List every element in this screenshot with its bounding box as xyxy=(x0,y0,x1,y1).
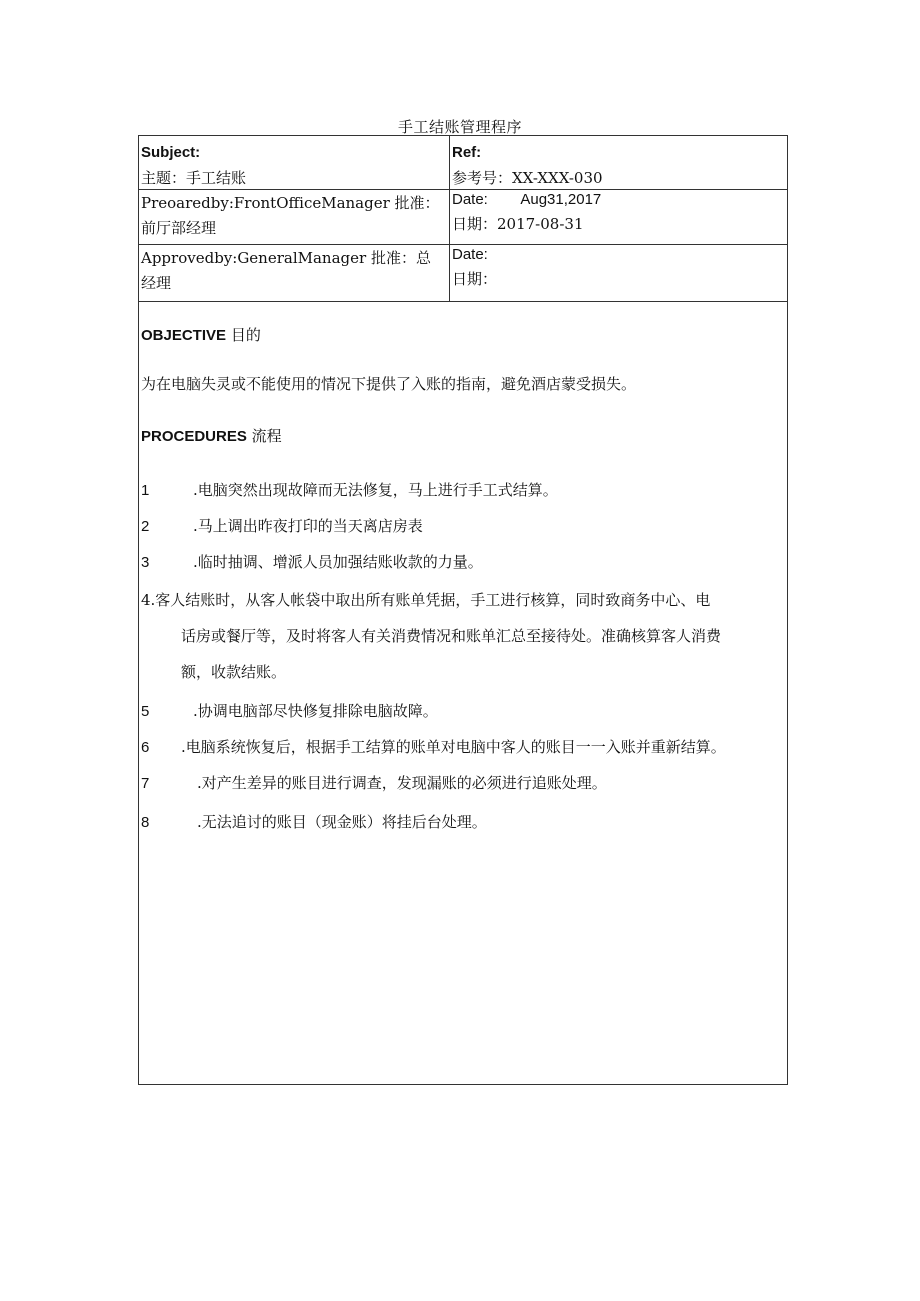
ref-label: Ref: xyxy=(452,144,482,161)
approval-date-value: 日期： xyxy=(452,270,498,288)
list-item xyxy=(141,810,487,835)
item-number: 5 xyxy=(141,703,150,720)
prepared-by-title: 前厅部经理 xyxy=(141,219,217,237)
item-text: .对产生差异的账目进行调查，发现漏账的必须进行追账处理。 xyxy=(197,774,607,792)
list-item xyxy=(141,478,558,503)
item-text-line: 额，收款结账。 xyxy=(181,663,287,681)
procedures-heading-cn: 流程 xyxy=(251,427,282,445)
item-text: .临时抽调、增派人员加强结账收款的力量。 xyxy=(193,553,483,571)
item-text: .电脑突然出现故障而无法修复，马上进行手工式结算。 xyxy=(193,481,558,499)
approval-date-label: Date: xyxy=(452,246,488,263)
list-item xyxy=(141,582,789,690)
date-label: Date: Aug31,2017 xyxy=(452,191,602,208)
item-number: 6 xyxy=(141,739,150,756)
prepared-by: Preoaredby:FrontOfficeManager 批准： xyxy=(141,194,440,212)
item-text: .马上调出昨夜打印的当天离店房表 xyxy=(193,517,423,535)
item-number: 2 xyxy=(141,518,150,535)
item-text-line: 话房或餐厅等，及时将客人有关消费情况和账单汇总至接待处。准确核算客人消费 xyxy=(181,627,722,645)
objective-heading xyxy=(141,323,261,348)
list-item xyxy=(141,771,607,796)
approved-by: Approvedby:GeneralManager 批准：总 xyxy=(141,249,431,267)
objective-text: 为在电脑失灵或不能使用的情况下提供了入账的指南，避免酒店蒙受损失。 xyxy=(141,375,637,393)
subject-value: 主题：手工结账 xyxy=(141,169,247,187)
ref-value: 参考号：XX-XXX-030 xyxy=(452,169,603,187)
date-value: 日期：2017-08-31 xyxy=(452,215,584,233)
objective-heading-en: OBJECTIVE xyxy=(141,327,227,344)
item-text: .无法追讨的账目（现金账）将挂后台处理。 xyxy=(197,813,487,831)
procedure-form xyxy=(138,135,788,1085)
approved-by-title: 经理 xyxy=(141,274,172,292)
objective-heading-cn: 目的 xyxy=(230,326,261,344)
item-text-line: 4.客人结账时，从客人帐袋中取出所有账单凭据，手工进行核算，同时致商务中心、电 xyxy=(141,591,711,609)
list-item xyxy=(141,550,483,575)
document-title: 手工结账管理程序 xyxy=(397,118,522,136)
column-divider xyxy=(449,136,450,301)
item-number: 1 xyxy=(141,482,150,499)
item-text: .电脑系统恢复后，根据手工结算的账单对电脑中客人的账目一一入账并重新结算。 xyxy=(181,738,726,756)
item-number: 8 xyxy=(141,814,150,831)
item-number: 7 xyxy=(141,775,150,792)
list-item xyxy=(141,735,726,760)
row-divider xyxy=(139,301,787,302)
list-item xyxy=(141,514,423,539)
list-item xyxy=(141,699,438,724)
subject-label: Subject: xyxy=(141,144,201,161)
item-number: 3 xyxy=(141,554,150,571)
procedures-heading xyxy=(141,424,282,449)
item-text: .协调电脑部尽快修复排除电脑故障。 xyxy=(193,702,438,720)
procedures-heading-en: PROCEDURES xyxy=(141,428,247,445)
